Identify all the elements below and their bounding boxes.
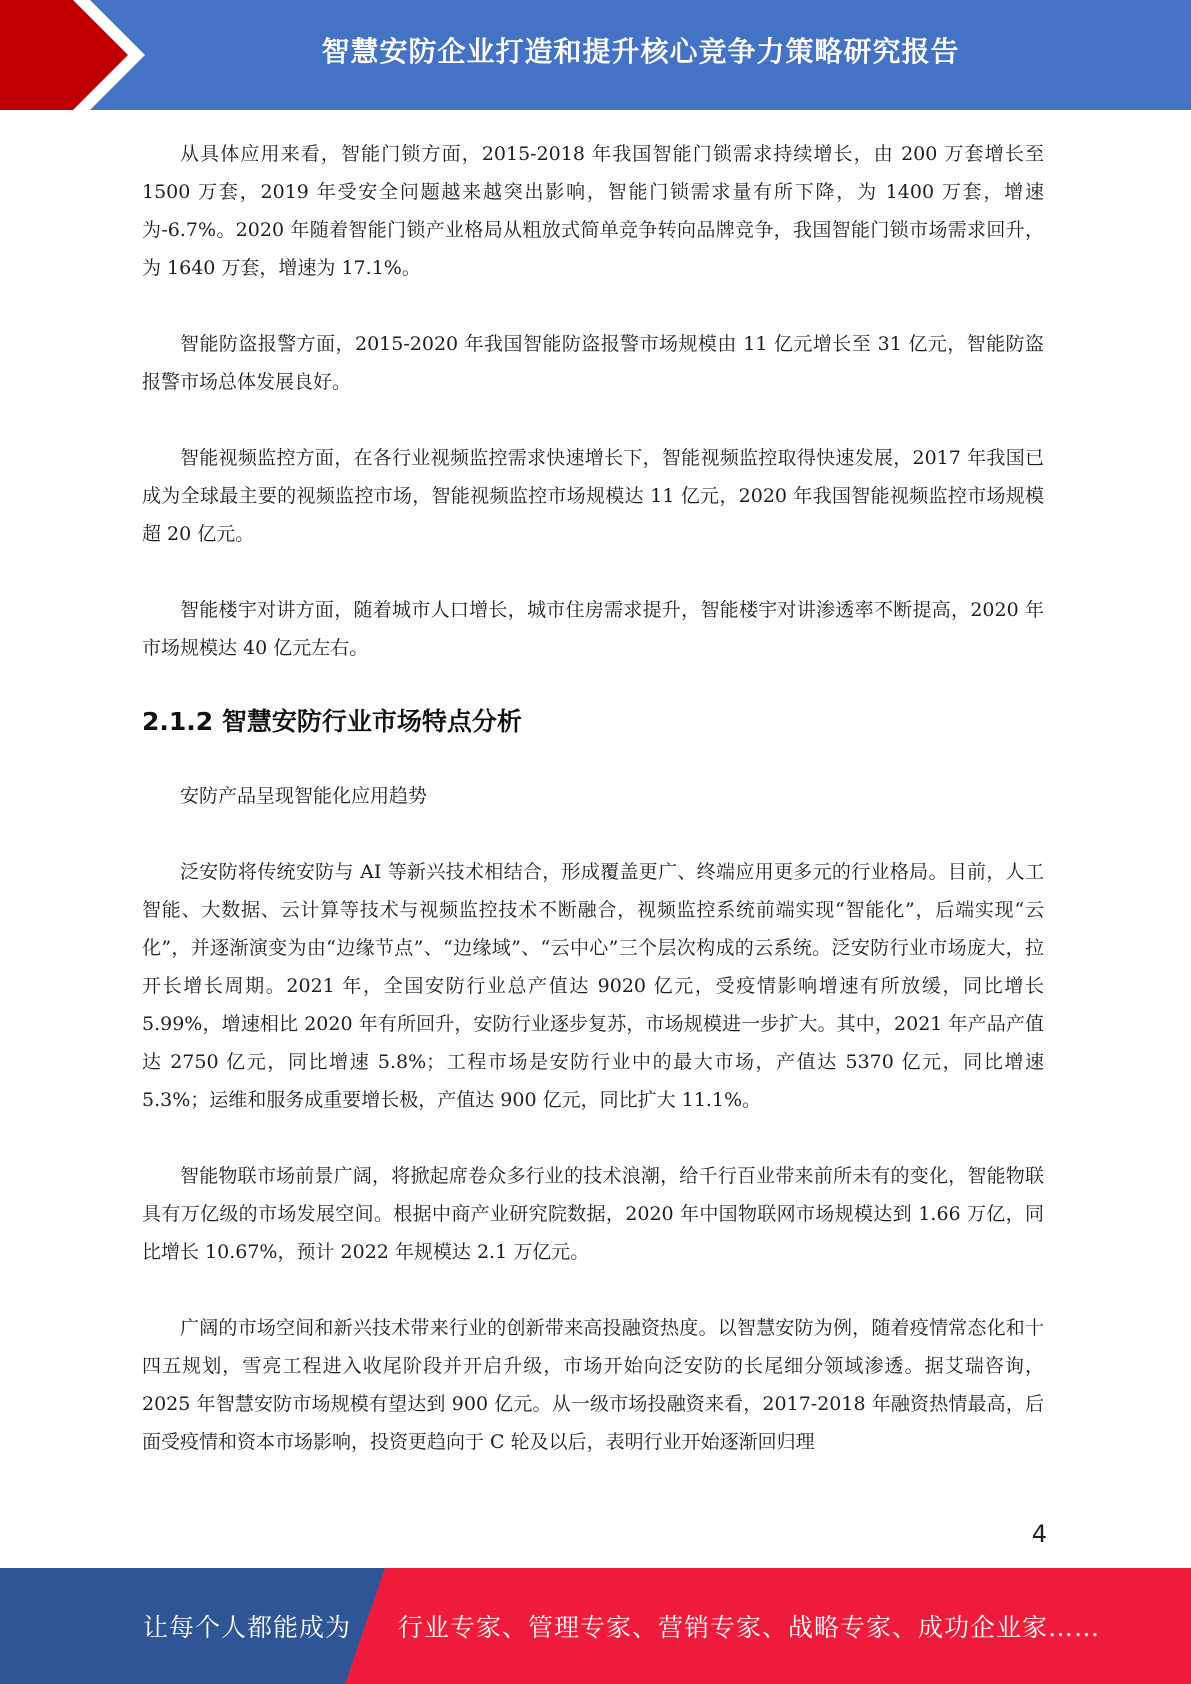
- header-arrow-decoration: [0, 0, 160, 110]
- paragraph-video-surveillance: 智能视频监控方面，在各行业视频监控需求快速增长下，智能视频监控取得快速发展，2017 年我国已成为全球最主要的视频监控市场，智能视频监控市场规模达 11 亿元，2020 年我国智能视频监控市场规模超 20 亿元。: [142, 447, 1044, 545]
- page-header: [0, 0, 1191, 110]
- paragraph-investment: 广阔的市场空间和新兴技术带来行业的创新带来高投融资热度。以智慧安防为例，随着疫情常态化和十四五规划，雪亮工程进入收尾阶段并开启升级，市场开始向泛安防的长尾细分领域渗透。据艾瑞咨询，2025 年智慧安防市场规模有望达到 900 亿元。从一级市场投融资来看，2017-2018 年融资热情最高，后面受疫情和资本市场影响，投资更趋向于 C 轮及以后，表明行业开始逐渐回归理: [142, 1317, 1044, 1453]
- paragraph-pan-security: 泛安防将传统安防与 AI 等新兴技术相结合，形成覆盖更广、终端应用更多元的行业格局。目前，人工智能、大数据、云计算等技术与视频监控技术不断融合，视频监控系统前端实现“智能化”，后端实现“云化”，并逐渐演变为由“边缘节点”、“边缘域”、“云中心”三个层次构成的云系统。泛安防行业市场庞大，拉开长增长周期。2021 年，全国安防行业总产值达 9020 亿元，受疫情影响增速有所放缓，同比增长 5.99%，增速相比 2020 年有所回升，安防行业逐步复苏，市场规模进一步扩大。其中，2021 年产品产值达 2750 亿元，同比增速 5.8%；工程市场是安防行业中的最大市场，产值达 5370 亿元，同比增速 5.3%；运维和服务成重要增长极，产值达 900 亿元，同比扩大 11.1%。: [142, 861, 1044, 1111]
- page-number: 4: [1031, 1520, 1047, 1548]
- paragraph-iot: 智能物联市场前景广阔，将掀起席卷众多行业的技术浪潮，给千行百业带来前所未有的变化，智能物联具有万亿级的市场发展空间。根据中商产业研究院数据，2020 年中国物联网市场规模达到 1.66 万亿，同比增长 10.67%，预计 2022 年规模达 2.1 万亿元。: [142, 1165, 1044, 1263]
- report-title: 智慧安防企业打造和提升核心竞争力策略研究报告: [321, 35, 960, 68]
- paragraph-smart-lock: 从具体应用来看，智能门锁方面，2015-2018 年我国智能门锁需求持续增长，由 200 万套增长至 1500 万套，2019 年受安全问题越来越突出影响，智能门锁需求量有所下降，为 1400 万套，增速为-6.7%。2020 年随着智能门锁产业格局从粗放式简单竞争转向品牌竞争，我国智能门锁市场需求回升，为 1640 万套，增速为 17.1%。: [142, 143, 1044, 279]
- footer-slogan-right: 行业专家、管理专家、营销专家、战略专家、成功企业家……: [398, 1613, 1101, 1642]
- page-footer: [0, 1568, 1191, 1684]
- section-heading: 2.1.2 智慧安防行业市场特点分析: [142, 707, 522, 736]
- page-body: [142, 135, 1044, 1461]
- paragraph-subtitle-trend: 安防产品呈现智能化应用趋势: [180, 785, 428, 807]
- footer-slogan-left: 让每个人都能成为: [143, 1613, 352, 1642]
- paragraph-alarm: 智能防盗报警方面，2015-2020 年我国智能防盗报警市场规模由 11 亿元增长至 31 亿元，智能防盗报警市场总体发展良好。: [142, 333, 1044, 393]
- paragraph-intercom: 智能楼宇对讲方面，随着城市人口增长，城市住房需求提升，智能楼宇对讲渗透率不断提高，2020 年市场规模达 40 亿元左右。: [142, 599, 1044, 659]
